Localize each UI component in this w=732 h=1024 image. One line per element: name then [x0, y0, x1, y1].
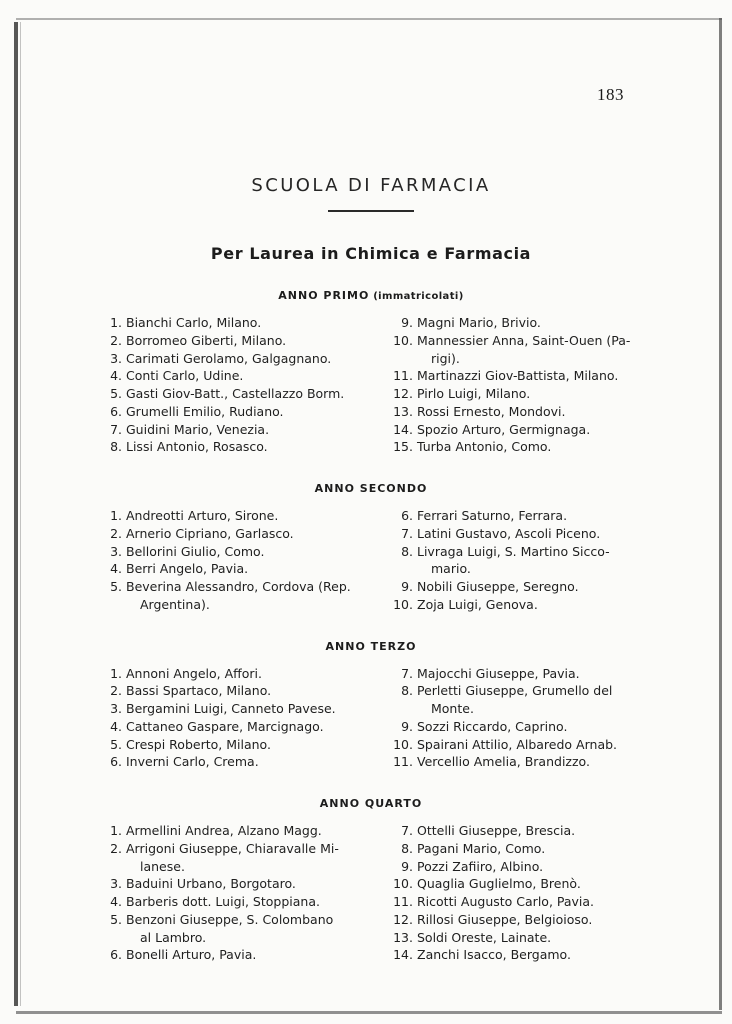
- list-item-number: 13.: [393, 929, 413, 945]
- list-item: [393, 507, 658, 525]
- list-item-text: Pagani Mario, Como.: [417, 840, 546, 856]
- list-item-text: Borromeo Giberti, Milano.: [126, 332, 287, 348]
- list-item-text: Rillosi Giuseppe, Belgioioso.: [417, 911, 593, 927]
- section-columns: [40, 507, 702, 614]
- list-item-text: Ricotti Augusto Carlo, Pavia.: [417, 894, 595, 909]
- list-item: [102, 525, 371, 543]
- list-item-number: 8.: [401, 543, 413, 559]
- list-item-number: 9.: [401, 579, 413, 594]
- list-item-number: 15.: [393, 439, 413, 455]
- list-item-text: Lissi Antonio, Rosasco.: [126, 439, 268, 455]
- list-item-number: 6.: [401, 508, 413, 523]
- list-item: [393, 946, 658, 964]
- list-item-text: Pozzi Zafiiro, Albino.: [417, 858, 544, 874]
- list-item-text: Vercellio Amelia, Brandizzo.: [417, 754, 590, 770]
- list-item-text: Pirlo Luigi, Milano.: [417, 386, 531, 401]
- list-item-number: 5.: [110, 911, 122, 927]
- list-item-text: Latini Gustavo, Ascoli Piceno.: [417, 525, 601, 541]
- list-item-number: 1.: [110, 315, 122, 330]
- list-item-number: 4.: [110, 368, 122, 384]
- list-item-number: 11.: [393, 368, 413, 384]
- list-item-number: 7.: [110, 421, 122, 437]
- list-item: [393, 578, 658, 596]
- list-item-number: 1.: [110, 665, 122, 681]
- list-item: [102, 438, 371, 456]
- list-item-number: 14.: [393, 421, 413, 437]
- list-item-text: Berri Angelo, Pavia.: [126, 561, 249, 577]
- list-item-number: 1.: [110, 823, 122, 838]
- section-heading-label: ANNO PRIMO: [278, 289, 370, 302]
- list-item-number: 11.: [393, 894, 413, 909]
- list-item: [393, 822, 658, 840]
- list-item-continuation: Monte.: [431, 701, 474, 716]
- list-item-number: 13.: [393, 403, 413, 419]
- list-item-text: Carimati Gerolamo, Galgagnano.: [126, 350, 332, 366]
- list-item: [102, 946, 371, 964]
- list-item-number: 4.: [110, 561, 122, 577]
- list-item-text: Mannessier Anna, Saint-Ouen (Pa- rigi).: [417, 332, 631, 366]
- list-item-number: 3.: [110, 701, 122, 716]
- list-item: [102, 403, 371, 421]
- list-item-text: Gasti Giov-Batt., Castellazzo Borm.: [126, 386, 345, 401]
- section-heading-label: ANNO TERZO: [325, 639, 417, 653]
- list-item: [393, 858, 658, 876]
- list-item: [102, 753, 371, 771]
- list-item-text: Baduini Urbano, Borgotaro.: [126, 876, 296, 892]
- list-item: [102, 911, 371, 947]
- list-item-text: Arrigoni Giuseppe, Chiaravalle Mi- lanese.: [126, 840, 339, 874]
- list-item-text: Bellorini Giulio, Como.: [126, 543, 265, 559]
- list-item-text: Martinazzi Giov-Battista, Milano.: [417, 368, 619, 384]
- list-item-number: 1.: [110, 508, 122, 523]
- list-item-text: Nobili Giuseppe, Seregno.: [417, 579, 579, 594]
- list-item-text: Soldi Oreste, Lainate.: [417, 929, 552, 945]
- list-item: [393, 682, 658, 718]
- section-heading: [40, 640, 702, 653]
- scan-edge-top: [16, 18, 722, 20]
- list-item: [102, 700, 371, 718]
- list-item-text: Ferrari Saturno, Ferrara.: [417, 508, 568, 523]
- list-item-text: Majocchi Giuseppe, Pavia.: [417, 665, 580, 681]
- list-item-number: 8.: [110, 439, 122, 455]
- list-item-number: 9.: [401, 858, 413, 874]
- list-item-continuation: al Lambro.: [140, 929, 207, 945]
- list-item-number: 3.: [110, 350, 122, 366]
- list-item: [393, 753, 658, 771]
- list-item-number: 3.: [110, 543, 122, 559]
- list-item-text: Annoni Angelo, Affori.: [126, 665, 262, 681]
- list-item-text: Spairani Attilio, Albaredo Arnab.: [417, 736, 618, 752]
- list-item-text: Perletti Giuseppe, Grumello del Monte.: [417, 683, 613, 716]
- list-item: [102, 875, 371, 893]
- section-columns: [40, 822, 702, 964]
- section-heading-note: (immatricolati): [369, 291, 464, 302]
- list-item: [393, 911, 658, 929]
- list-item: [393, 438, 658, 456]
- scan-edge-bottom: [16, 1011, 722, 1014]
- list-item-number: 2.: [110, 683, 122, 699]
- list-item-text: Zoja Luigi, Genova.: [417, 596, 538, 612]
- list-item-number: 6.: [110, 947, 122, 963]
- list-item-text: Cattaneo Gaspare, Marcignago.: [126, 718, 324, 734]
- list-item-text: Grumelli Emilio, Rudiano.: [126, 403, 284, 419]
- list-item-text: Turba Antonio, Como.: [417, 439, 552, 455]
- list-item: [393, 875, 658, 893]
- section-heading: [40, 289, 702, 302]
- list-item-number: 4.: [110, 718, 122, 734]
- list-item-number: 8.: [401, 840, 413, 856]
- list-item-number: 2.: [110, 332, 122, 348]
- list-item-number: 14.: [393, 947, 413, 963]
- list-item: [102, 507, 371, 525]
- list-item-number: 10.: [393, 596, 413, 612]
- title-divider: [328, 210, 414, 212]
- list-item-number: 5.: [110, 386, 122, 401]
- list-item: [102, 822, 371, 840]
- list-item: [393, 385, 658, 403]
- list-item-number: 7.: [401, 823, 413, 838]
- section-heading-label: ANNO QUARTO: [319, 797, 423, 810]
- list-item: [102, 385, 371, 403]
- list-item: [102, 560, 371, 578]
- list-item-text: Magni Mario, Brivio.: [417, 315, 541, 330]
- list-item: [393, 840, 658, 858]
- scan-edge-left-inner: [20, 22, 21, 1006]
- column-left: [84, 822, 371, 964]
- scan-edge-right: [719, 18, 722, 1010]
- list-item-number: 9.: [401, 718, 413, 734]
- list-item-text: Crespi Roberto, Milano.: [126, 736, 271, 752]
- section-columns: [40, 665, 702, 772]
- list-item-text: Barberis dott. Luigi, Stoppiana.: [126, 894, 320, 909]
- column-left: [84, 314, 371, 456]
- list-item-continuation: Argentina).: [140, 596, 210, 612]
- section-heading: [40, 797, 702, 810]
- list-item-number: 6.: [110, 754, 122, 770]
- list-item: [102, 367, 371, 385]
- list-item-text: Andreotti Arturo, Sirone.: [126, 508, 279, 523]
- list-item-text: Livraga Luigi, S. Martino Sicco- mario.: [417, 543, 610, 577]
- list-item-number: 5.: [110, 736, 122, 752]
- list-item: [393, 543, 658, 579]
- list-item: [102, 665, 371, 683]
- column-left: [84, 665, 371, 772]
- list-item: [393, 332, 658, 368]
- list-item: [393, 314, 658, 332]
- list-item-text: Spozio Arturo, Germignaga.: [417, 421, 591, 437]
- list-item-text: Armellini Andrea, Alzano Magg.: [126, 823, 322, 838]
- scan-edge-left: [14, 22, 18, 1006]
- section-heading-label: ANNO SECONDO: [314, 482, 428, 495]
- section-heading: [40, 482, 702, 495]
- list-item-text: Quaglia Guglielmo, Brenò.: [417, 876, 581, 892]
- list-item-continuation: lanese.: [140, 858, 185, 874]
- list-item-number: 8.: [401, 683, 413, 699]
- list-item: [393, 403, 658, 421]
- list-item: [393, 929, 658, 947]
- list-item-text: Bassi Spartaco, Milano.: [126, 683, 272, 699]
- list-item-number: 6.: [110, 403, 122, 419]
- list-item: [393, 421, 658, 439]
- list-item: [102, 718, 371, 736]
- list-item: [102, 578, 371, 614]
- column-right: [371, 314, 658, 456]
- list-item-number: 7.: [401, 525, 413, 541]
- list-item-continuation: mario.: [431, 561, 471, 577]
- page-content: [40, 30, 702, 1004]
- list-item: [393, 525, 658, 543]
- list-item-continuation: rigi).: [431, 350, 460, 366]
- list-item-number: 5.: [110, 579, 122, 594]
- page-title: SCUOLA DI FARMACIA: [251, 175, 491, 196]
- list-item-text: Rossi Ernesto, Mondovi.: [417, 403, 566, 419]
- list-item: [102, 736, 371, 754]
- column-left: [84, 507, 371, 614]
- list-item-number: 10.: [393, 736, 413, 752]
- list-item-number: 12.: [393, 911, 413, 927]
- list-item-number: 11.: [393, 754, 413, 770]
- list-item: [102, 314, 371, 332]
- list-item-text: Guidini Mario, Venezia.: [126, 421, 270, 437]
- page-number: 183: [597, 85, 624, 104]
- list-item-number: 4.: [110, 894, 122, 909]
- list-item-number: 12.: [393, 386, 413, 401]
- list-item-text: Bonelli Arturo, Pavia.: [126, 947, 257, 963]
- list-item-number: 2.: [110, 525, 122, 541]
- list-item-text: Beverina Alessandro, Cordova (Rep. Argentina).: [126, 579, 351, 612]
- list-item: [393, 665, 658, 683]
- list-item: [102, 543, 371, 561]
- list-item: [393, 596, 658, 614]
- list-item-number: 10.: [393, 876, 413, 892]
- list-item-text: Bergamini Luigi, Canneto Pavese.: [126, 701, 336, 716]
- sections-container: [40, 289, 702, 964]
- list-item-number: 9.: [401, 315, 413, 330]
- list-item-text: Arnerio Cipriano, Garlasco.: [126, 525, 294, 541]
- list-item-text: Bianchi Carlo, Milano.: [126, 315, 262, 330]
- list-item: [102, 840, 371, 876]
- list-item: [102, 350, 371, 368]
- list-item-number: 3.: [110, 876, 122, 892]
- list-item-text: Benzoni Giuseppe, S. Colombano al Lambro.: [126, 911, 334, 945]
- list-item: [393, 367, 658, 385]
- list-item: [102, 682, 371, 700]
- column-right: [371, 822, 658, 964]
- list-item-number: 7.: [401, 665, 413, 681]
- list-item-text: Conti Carlo, Udine.: [126, 368, 244, 384]
- list-item: [102, 893, 371, 911]
- list-item-number: 10.: [393, 332, 413, 348]
- list-item-text: Ottelli Giuseppe, Brescia.: [417, 823, 576, 838]
- section-columns: [40, 314, 702, 456]
- list-item: [102, 332, 371, 350]
- column-right: [371, 665, 658, 772]
- list-item: [393, 736, 658, 754]
- list-item: [393, 718, 658, 736]
- list-item-text: Zanchi Isacco, Bergamo.: [417, 947, 571, 963]
- column-right: [371, 507, 658, 614]
- list-item: [102, 421, 371, 439]
- list-item-text: Sozzi Riccardo, Caprino.: [417, 718, 568, 734]
- list-item-number: 2.: [110, 840, 122, 856]
- list-item: [393, 893, 658, 911]
- list-item-text: Inverni Carlo, Crema.: [126, 754, 259, 770]
- page-subtitle: Per Laurea in Chimica e Farmacia: [210, 244, 532, 263]
